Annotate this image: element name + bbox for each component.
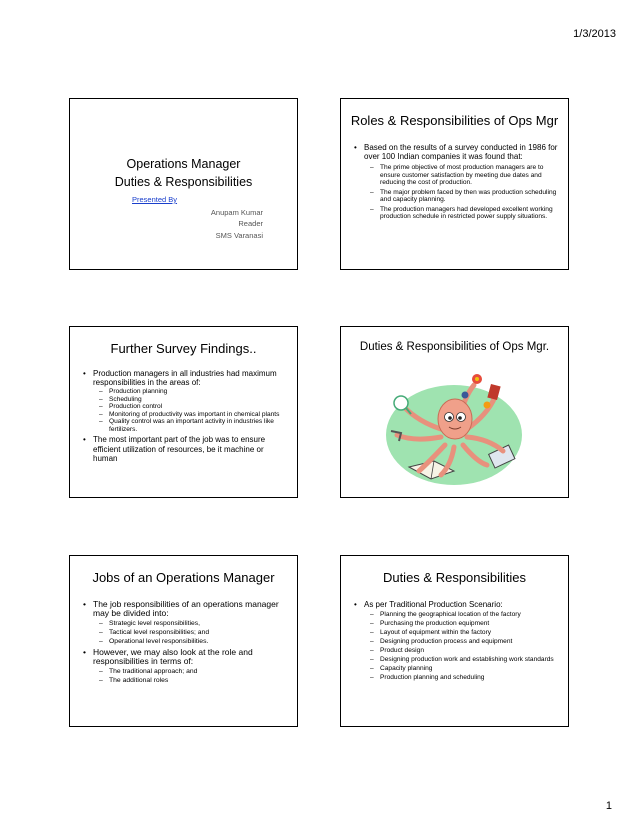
bullet-item xyxy=(351,143,558,221)
slide-3-survey-findings xyxy=(69,326,298,498)
bullet-item xyxy=(80,600,287,646)
slide-1-cover xyxy=(69,98,298,270)
sub-bullet-item: – Layout of equipment within the factory xyxy=(364,629,558,637)
author-institution: SMS Varanasi xyxy=(215,230,263,240)
sub-bullet-item: – Designing production process and equipment xyxy=(364,638,558,646)
sub-bullet-item: – Operational level responsibilities. xyxy=(93,638,287,646)
author-block xyxy=(211,207,263,241)
bullet-item xyxy=(80,435,287,463)
slide-title: Roles & Responsibilities of Ops Mgr xyxy=(350,113,559,128)
slide-content xyxy=(341,143,568,221)
sub-bullet-item: – Planning the geographical location of the factory xyxy=(364,611,558,619)
sub-bullet-item: – The traditional approach; and xyxy=(93,668,287,676)
slide-title: Jobs of an Operations Manager xyxy=(92,570,275,585)
octopus-clipart-icon xyxy=(379,367,529,492)
sub-bullet-item: – Product design xyxy=(364,647,558,655)
bullet-text: The job responsibilities of an operations manager may be divided into: xyxy=(93,598,279,619)
slide-content xyxy=(70,369,297,463)
sub-bullet-item: – Scheduling xyxy=(93,396,287,404)
sub-bullet-item: – The additional roles xyxy=(93,677,287,685)
sub-bullet-item: – Production planning and scheduling xyxy=(364,674,558,682)
cover-title-line2: Duties & Responsibilities xyxy=(114,175,253,190)
bullet-text: However, we may also look at the role and responsibilities in terms of: xyxy=(93,646,253,667)
sub-bullet-item: – Strategic level responsibilities, xyxy=(93,620,287,628)
sub-bullet-item: – Production control xyxy=(93,403,287,411)
slide-6-traditional-duties xyxy=(340,555,569,727)
slide-title: Further Survey Findings.. xyxy=(110,341,257,356)
sub-bullet-item: – Purchasing the production equipment xyxy=(364,620,558,628)
author-designation: Reader xyxy=(238,219,263,229)
sub-bullet-item: – Production planning xyxy=(93,388,287,396)
sub-bullet-item: – Designing production work and establishing work standards xyxy=(364,656,558,664)
author-name: Anupam Kumar xyxy=(210,208,263,217)
bullet-text: Based on the results of a survey conducted in 1986 for over 100 Indian companies it was found that: xyxy=(364,142,558,161)
sub-bullet-item: – Capacity planning xyxy=(364,665,558,673)
slide-content xyxy=(70,600,297,685)
presented-by-link[interactable]: Presented By xyxy=(132,195,178,204)
slide-4-duties-image xyxy=(340,326,569,498)
cover-title xyxy=(70,155,297,191)
bullet-text: As per Traditional Production Scenario: xyxy=(364,599,503,609)
cover-title-line1: Operations Manager xyxy=(126,157,241,171)
bullet-item xyxy=(80,369,287,434)
sub-bullet-item: – The major problem faced by then was production scheduling and capacity planning. xyxy=(364,189,558,204)
slide-5-jobs xyxy=(69,555,298,727)
slide-2-roles xyxy=(340,98,569,270)
sub-bullet-item: – Quality control was an important activity in industries like fertilizers. xyxy=(93,418,287,433)
sub-bullet-item: – The prime objective of most production managers are to ensure customer satisfaction by meeting due dates and reducing the cost of production. xyxy=(364,164,558,187)
bullet-item xyxy=(351,600,558,682)
sub-bullet-item: – Monitoring of productivity was important in chemical plants xyxy=(93,411,287,419)
slide-content xyxy=(341,600,568,682)
bullet-text: The most important part of the job was to ensure efficient utilization of resources, be it machine or human xyxy=(93,435,266,463)
bullet-text: Production managers in all industries had maximum responsibilities in the areas of: xyxy=(93,368,277,387)
sub-bullet-item: – The production managers had developed excellent working production schedule in restricted power supply situations. xyxy=(364,206,558,221)
bullet-item xyxy=(80,648,287,685)
slide-title: Duties & Responsibilities xyxy=(382,570,527,585)
print-date: 1/3/2013 xyxy=(573,28,616,40)
sub-bullet-item: – Tactical level responsibilities; and xyxy=(93,629,287,637)
slide-title: Duties & Responsibilities of Ops Mgr. xyxy=(359,341,550,353)
page-number: 1 xyxy=(605,800,612,812)
